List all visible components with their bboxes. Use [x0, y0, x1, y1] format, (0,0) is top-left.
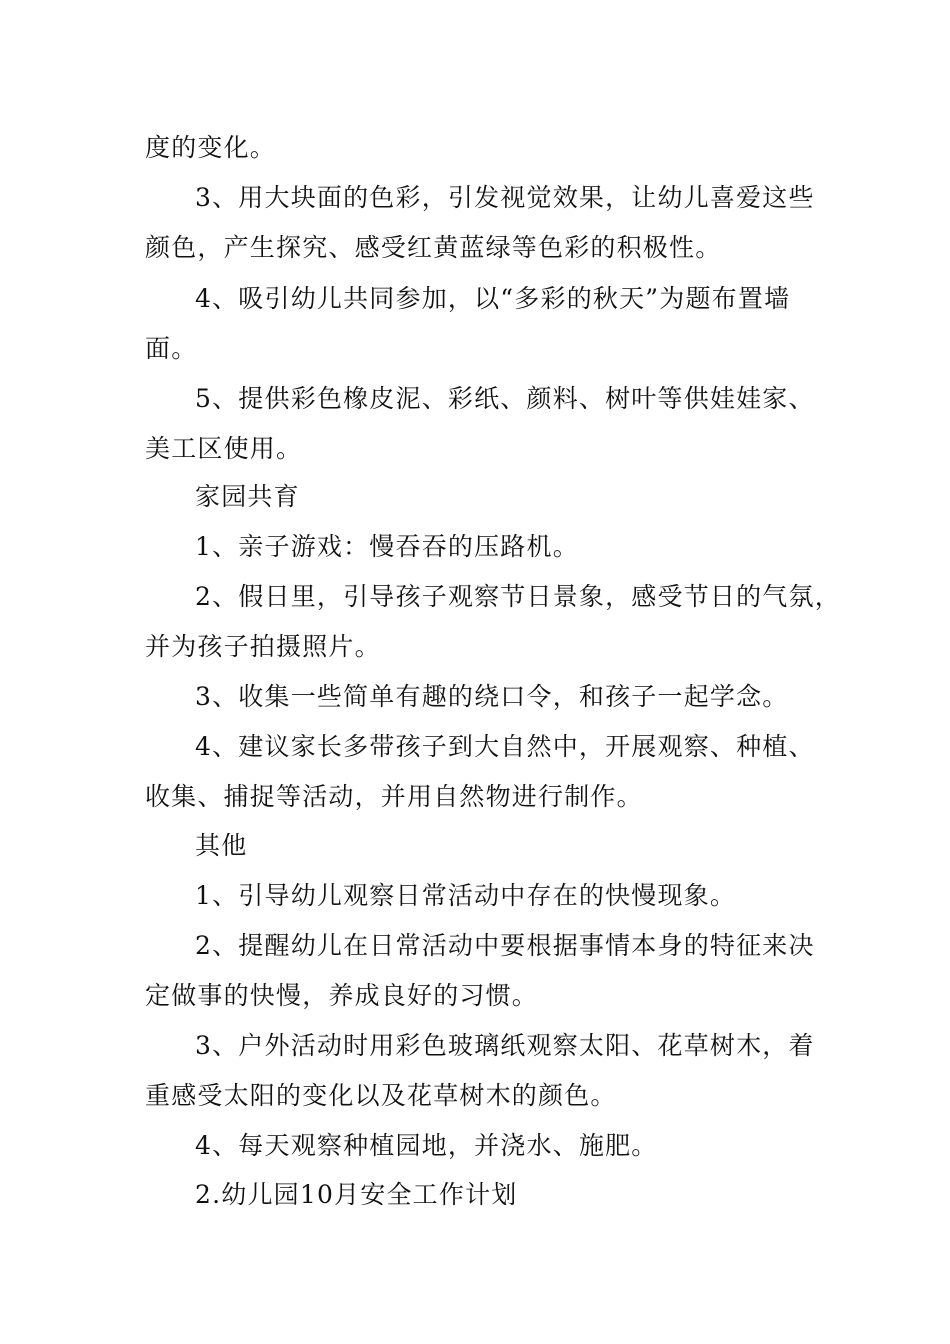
text-line: 美工区使用。	[145, 434, 303, 463]
text-line: 并为孩子拍摄照片。	[145, 632, 381, 661]
text-line: 4、建议家长多带孩子到大自然中，开展观察、种植、	[195, 732, 815, 761]
text-line: 4、吸引幼儿共同参加，以“多彩的秋天”为题布置墙	[195, 284, 791, 313]
section-heading: 其他	[195, 831, 248, 860]
text-line: 定做事的快慢，养成良好的习惯。	[145, 981, 539, 1010]
text-line: 5、提供彩色橡皮泥、彩纸、颜料、树叶等供娃娃家、	[195, 384, 815, 413]
text-line: 度的变化。	[145, 133, 277, 162]
text-line: 1、亲子游戏：慢吞吞的压路机。	[195, 532, 579, 561]
text-line: 3、收集一些简单有趣的绕口令，和孩子一起学念。	[195, 682, 789, 711]
text-line: 重感受太阳的变化以及花草树木的颜色。	[145, 1081, 617, 1110]
text-line: 颜色，产生探究、感受红黄蓝绿等色彩的积极性。	[145, 233, 722, 262]
text-line: 1、引导幼儿观察日常活动中存在的快慢现象。	[195, 881, 737, 910]
text-line: 3、用大块面的色彩，引发视觉效果，让幼儿喜爱这些	[195, 183, 815, 212]
text-line: 4、每天观察种植园地，并浇水、施肥。	[195, 1131, 658, 1160]
section-heading: 家园共育	[195, 482, 300, 511]
text-line: 收集、捕捉等活动，并用自然物进行制作。	[145, 782, 643, 811]
section-title: 2.幼儿园10月安全工作计划	[195, 1180, 518, 1209]
text-line: 面。	[145, 334, 198, 363]
text-line: 2、假日里，引导孩子观察节日景象，感受节日的气氛，	[195, 582, 841, 611]
text-line: 2、提醒幼儿在日常活动中要根据事情本身的特征来决	[195, 931, 815, 960]
text-line: 3、户外活动时用彩色玻璃纸观察太阳、花草树木，着	[195, 1031, 815, 1060]
